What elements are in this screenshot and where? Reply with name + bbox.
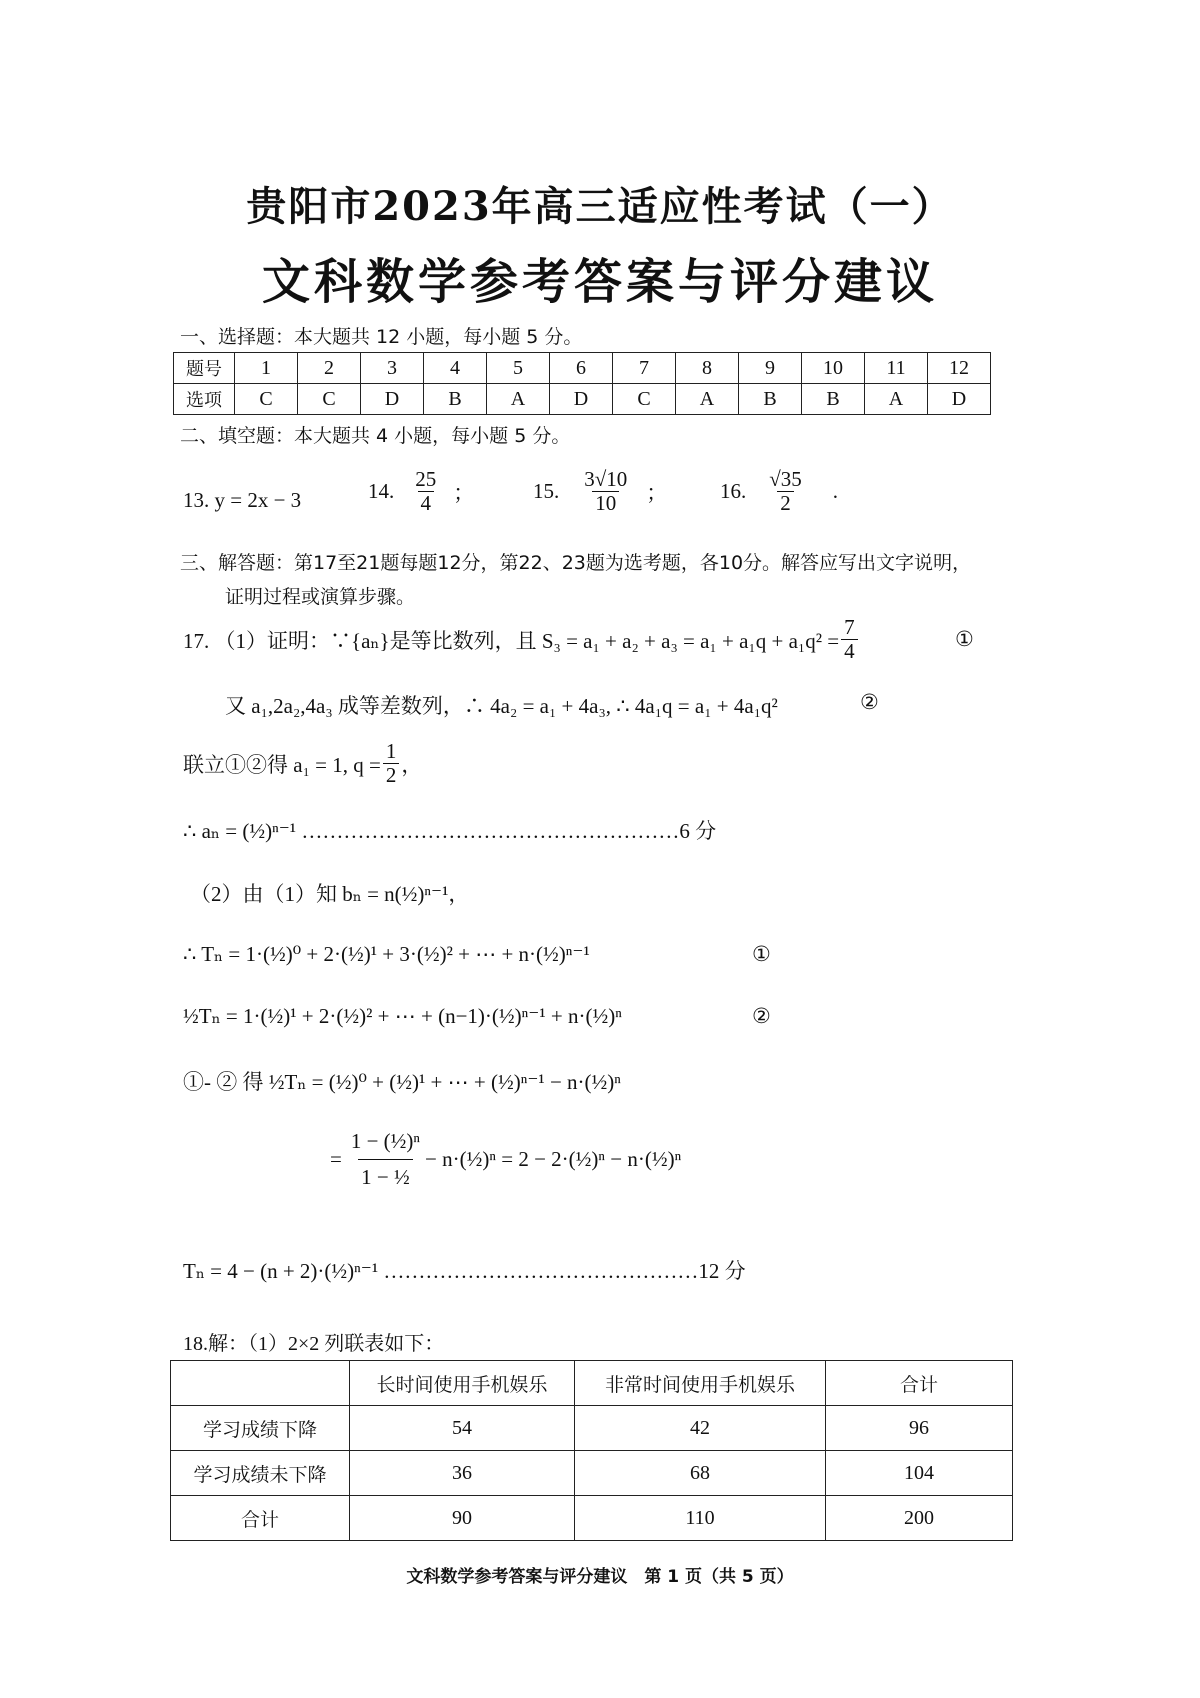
equation-mark-2b: ②	[752, 1004, 771, 1028]
table-cell: 68	[575, 1451, 826, 1496]
answer-option: C	[298, 384, 361, 415]
equation-mark-1b: ①	[752, 942, 771, 966]
question-number: 11	[865, 353, 928, 384]
table-row	[171, 1406, 1013, 1451]
q17-line9-fraction	[348, 1130, 423, 1189]
separator: ；	[646, 480, 668, 505]
comma: ，	[401, 752, 423, 777]
q17-line3	[183, 740, 422, 787]
question-number: 4	[424, 353, 487, 384]
q17-line10: Tₙ = 4 − (n + 2)·(½)ⁿ⁻¹ ………………………………………12 分	[183, 1259, 746, 1283]
q17-line8: ①- ② 得 ½Tₙ = (½)⁰ + (½)¹ + ⋯ + (½)ⁿ⁻¹ − n·(½)ⁿ	[183, 1070, 621, 1094]
question-number: 12	[928, 353, 991, 384]
q17-line3-fraction	[383, 740, 400, 787]
table-cell: 90	[350, 1496, 575, 1541]
table-header-row	[171, 1361, 1013, 1406]
denominator: 10	[592, 491, 619, 515]
answer-14	[368, 468, 474, 515]
question-number: 8	[676, 353, 739, 384]
q17-line3-text: 联立①②得 a₁ = 1, q =	[183, 752, 381, 777]
question-number: 10	[802, 353, 865, 384]
answer-option: D	[550, 384, 613, 415]
row-label: 学习成绩未下降	[171, 1451, 350, 1496]
header-cell: 合计	[826, 1361, 1013, 1406]
table-cell: 104	[826, 1451, 1013, 1496]
header-cell: 长时间使用手机娱乐	[350, 1361, 575, 1406]
section3-heading-line1: 三、解答题：第17至21题每题12分，第22、23题为选考题，各10分。解答应写出文字说明，	[180, 552, 972, 574]
answer-key-subtitle: 文科数学参考答案与评分建议	[261, 254, 938, 310]
answer-option: A	[865, 384, 928, 415]
numerator: 1 − (½)ⁿ	[350, 1129, 421, 1153]
table-row	[174, 384, 991, 415]
answer-option: D	[928, 384, 991, 415]
answer-16-fraction	[766, 468, 805, 515]
page-footer: 文科数学参考答案与评分建议 第 1 页（共 5 页）	[406, 1567, 794, 1587]
answer-option: C	[235, 384, 298, 415]
numerator: 3√10	[584, 467, 628, 491]
answer-option: B	[739, 384, 802, 415]
answer-15-label: 15.	[533, 479, 560, 504]
row-label: 合计	[171, 1496, 350, 1541]
q17-line9-rest: − n·(½)ⁿ = 2 − 2·(½)ⁿ − n·(½)ⁿ	[425, 1147, 682, 1172]
answer-option: D	[361, 384, 424, 415]
answer-option: C	[613, 384, 676, 415]
row-label: 题号	[174, 353, 235, 384]
q17-line1	[183, 616, 860, 663]
answer-15	[533, 468, 667, 515]
q17-line5: （2）由（1）知 bₙ = n(½)ⁿ⁻¹，	[190, 882, 470, 906]
table-cell: 200	[826, 1496, 1013, 1541]
exam-title: 贵阳市2023年高三适应性考试（一）	[246, 183, 954, 230]
denominator: 4	[841, 639, 858, 663]
answer-option: A	[487, 384, 550, 415]
numerator: 25	[415, 467, 437, 491]
q17-line2: 又 a₁,2a₂,4a₃ 成等差数列，∴ 4a₂ = a₁ + 4a₃, ∴ 4a₁q = a₁ + 4a₁q²	[225, 694, 778, 718]
question-number: 7	[613, 353, 676, 384]
numerator: √35	[769, 467, 802, 491]
answer-13: 13. y = 2x − 3	[183, 488, 302, 512]
q17-line1-text: 17. （1）证明：∵{aₙ}是等比数列，且 S₃ = a₁ + a₂ + a₃ = a₁ + a₁q + a₁q² =	[183, 628, 840, 653]
table-row	[171, 1451, 1013, 1496]
denominator: 2	[383, 763, 400, 787]
answer-15-fraction	[581, 468, 630, 515]
contingency-table	[170, 1360, 1013, 1541]
answer-16	[720, 468, 838, 515]
question-number: 3	[361, 353, 424, 384]
table-cell: 54	[350, 1406, 575, 1451]
section3-heading-line2: 证明过程或演算步骤。	[225, 586, 416, 608]
q17-line1-fraction	[841, 616, 858, 663]
answer-option: A	[676, 384, 739, 415]
table-cell: 96	[826, 1406, 1013, 1451]
denominator: 1 − ½	[358, 1159, 413, 1189]
question-number: 5	[487, 353, 550, 384]
table-cell: 42	[575, 1406, 826, 1451]
answer-14-fraction	[412, 468, 439, 515]
table-row	[171, 1496, 1013, 1541]
row-label: 学习成绩下降	[171, 1406, 350, 1451]
period: .	[832, 479, 839, 504]
table-cell: 36	[350, 1451, 575, 1496]
answer-option: B	[802, 384, 865, 415]
answer-16-label: 16.	[720, 479, 747, 504]
question-number: 2	[298, 353, 361, 384]
table-cell: 110	[575, 1496, 826, 1541]
header-cell	[171, 1361, 350, 1406]
q17-line4: ∴ aₙ = (½)ⁿ⁻¹ ………………………………………………6 分	[183, 819, 717, 843]
equation-mark-2: ②	[860, 690, 879, 714]
denominator: 4	[418, 491, 435, 515]
answer-14-label: 14.	[368, 479, 395, 504]
q17-line7: ½Tₙ = 1·(½)¹ + 2·(½)² + ⋯ + (n−1)·(½)ⁿ⁻¹ + n·(½)ⁿ	[183, 1004, 622, 1028]
q17-line6: ∴ Tₙ = 1·(½)⁰ + 2·(½)¹ + 3·(½)² + ⋯ + n·(½)ⁿ⁻¹	[183, 942, 590, 966]
separator: ；	[453, 480, 475, 505]
table-row	[174, 353, 991, 384]
row-label: 选项	[174, 384, 235, 415]
header-cell: 非常时间使用手机娱乐	[575, 1361, 826, 1406]
numerator: 7	[844, 615, 855, 639]
question-number: 6	[550, 353, 613, 384]
question-number: 1	[235, 353, 298, 384]
q18-intro: 18.解：（1）2×2 列联表如下：	[183, 1333, 445, 1355]
section2-heading: 二、填空题：本大题共 4 小题，每小题 5 分。	[180, 425, 571, 447]
numerator: 1	[385, 739, 397, 763]
section1-heading: 一、选择题：本大题共 12 小题，每小题 5 分。	[180, 326, 583, 348]
q17-line9: = $\frac{\text{1 − (½)ⁿ}}{\text{1 − ½}}$ − n·(½)ⁿ = 2 − 2·(½)ⁿ − n·(½)ⁿ	[330, 1129, 682, 1190]
question-number: 9	[739, 353, 802, 384]
answer-option: B	[424, 384, 487, 415]
equation-mark-1: ①	[955, 627, 974, 651]
choice-answer-table	[173, 352, 991, 415]
denominator: 2	[777, 491, 794, 515]
